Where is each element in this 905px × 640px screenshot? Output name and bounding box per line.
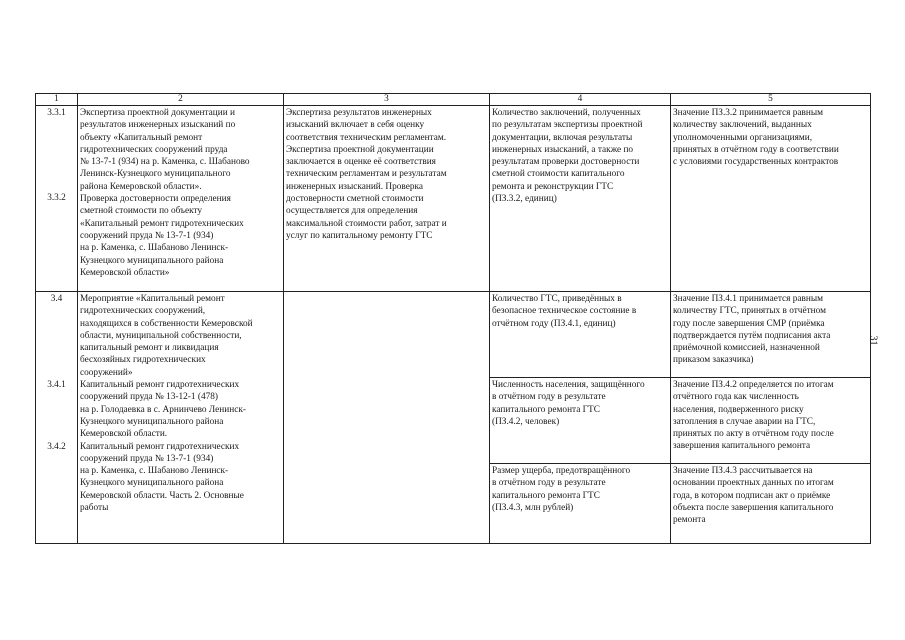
activity-text: Экспертиза проектной документации и результатов инженерных изысканий по объекту «Капитальный ремонт гидротехнических сооружений пруда № 13-7-1 (934) на р. Каменка, с. Шабаново Ленинск-Кузнецкого муниципального района Кемеровской области». xyxy=(80,108,250,192)
page-number: 31 xyxy=(867,335,879,346)
row-number: 3.3.2 xyxy=(47,193,66,204)
activity-text: Проверка достоверности определения сметной стоимости по объекту «Капитальный ремонт гидротехнических сооружений пруда № 13-7-1 (934) на р. Каменка, с. Шабаново Ленинск- Кузнецкого муниципального района Кемеровской области» xyxy=(80,194,244,278)
calculation-subcell xyxy=(671,292,870,378)
description-cell xyxy=(284,292,490,544)
header-cell: 2 xyxy=(78,94,284,106)
activity-text: Капитальный ремонт гидротехнических сооружений пруда № 13-12-1 (478) на р. Голодаевка в с. Арнинчево Ленинск- Кузнецкого муниципального района Кемеровской области. xyxy=(80,380,246,440)
calculation-text: Значение ПЗ.3.2 принимается равным количеству заключений, выданных уполномоченными организациями, принятых в отчётном году в соответствии с условиями государственных контрактов xyxy=(673,108,839,168)
program-table xyxy=(35,93,871,544)
description-cell xyxy=(284,106,490,292)
table-header-row xyxy=(36,94,871,106)
indicator-text: Количество заключений, полученных по результатам экспертизы проектной документации, включая результаты инженерных изысканий, а также по результатам проверки достоверности сметной стоимости капитального ремонта и реконструкции ГТС (ПЗ.3.2, единиц) xyxy=(492,108,643,205)
indicator-cell xyxy=(490,106,671,292)
row-number-cell xyxy=(36,106,78,292)
indicator-text: Численность населения, защищённого в отчётном году в результате капитального ремонта ГТС (ПЗ.4.2, человек) xyxy=(492,380,645,427)
row-number: 3.4 xyxy=(50,294,63,304)
header-cell: 4 xyxy=(490,94,671,106)
calculation-subcell xyxy=(671,464,870,528)
calculation-text: Значение ПЗ.4.3 рассчитывается на основании проектных данных по итогам года, в котором подписан акт о приёмке объекта после завершения капитального ремонта xyxy=(673,466,834,526)
indicator-cell xyxy=(490,292,671,544)
indicator-subcell xyxy=(490,464,670,516)
activity-cell xyxy=(78,292,284,544)
calculation-text: Значение ПЗ.4.1 принимается равным количеству ГТС, принятых в отчётном году после завершения СМР (приёмка подтверждается путём подписания акта приёмочной комиссией, назначенной приказом заказчика) xyxy=(673,294,831,366)
calculation-cell xyxy=(671,106,871,292)
row-number-cell xyxy=(36,292,78,544)
header-cell: 3 xyxy=(284,94,490,106)
indicator-subcell xyxy=(490,292,670,378)
description-text: Экспертиза результатов инженерных изысканий включает в себя оценку соответствия техническим регламентам. Экспертиза проектной документации заключается в оценке её соответствия техническим регламентам и результатам инженерных изысканий. Проверка достоверности сметной стоимости осуществляется для определения максимальной стоимости работ, затрат и услуг по капитальному ремонту ГТС xyxy=(286,108,447,241)
indicator-subcell xyxy=(490,378,670,464)
calculation-subcell xyxy=(671,378,870,464)
row-number: 3.4.1 xyxy=(47,380,66,391)
calculation-text: Значение ПЗ.4.2 определяется по итогам отчётного года как численность населения, подверженного риску затопления в случае аварии на ГТС, принятых по акту в отчётном году после завершения капитального ремонта xyxy=(673,380,834,452)
calculation-cell xyxy=(671,292,871,544)
header-cell: 1 xyxy=(36,94,78,106)
indicator-text: Количество ГТС, приведённых в безопасное техническое состояние в отчётном году (ПЗ.4.1, единиц) xyxy=(492,294,637,329)
row-number: 3.4.2 xyxy=(47,441,66,452)
activity-text: Капитальный ремонт гидротехнических сооружений пруда № 13-7-1 (934) на р. Каменка, с. Шабаново Ленинск- Кузнецкого муниципального района Кемеровской области. Часть 2. Основные работы xyxy=(80,441,244,514)
activity-text: Мероприятие «Капитальный ремонт гидротехнических сооружений, находящихся в собственности Кемеровской области, муниципальной собственности, капитальный ремонт и ликвидация бесхозяйных гидротехнических сооружений» xyxy=(80,294,253,378)
table-row xyxy=(36,292,871,544)
row-number: 3.3.1 xyxy=(47,108,66,118)
activity-cell xyxy=(78,106,284,292)
table-row xyxy=(36,106,871,292)
indicator-text: Размер ущерба, предотвращённого в отчётном году в результате капитального ремонта ГТС (ПЗ.4.3, млн рублей) xyxy=(492,466,631,513)
header-cell: 5 xyxy=(671,94,871,106)
